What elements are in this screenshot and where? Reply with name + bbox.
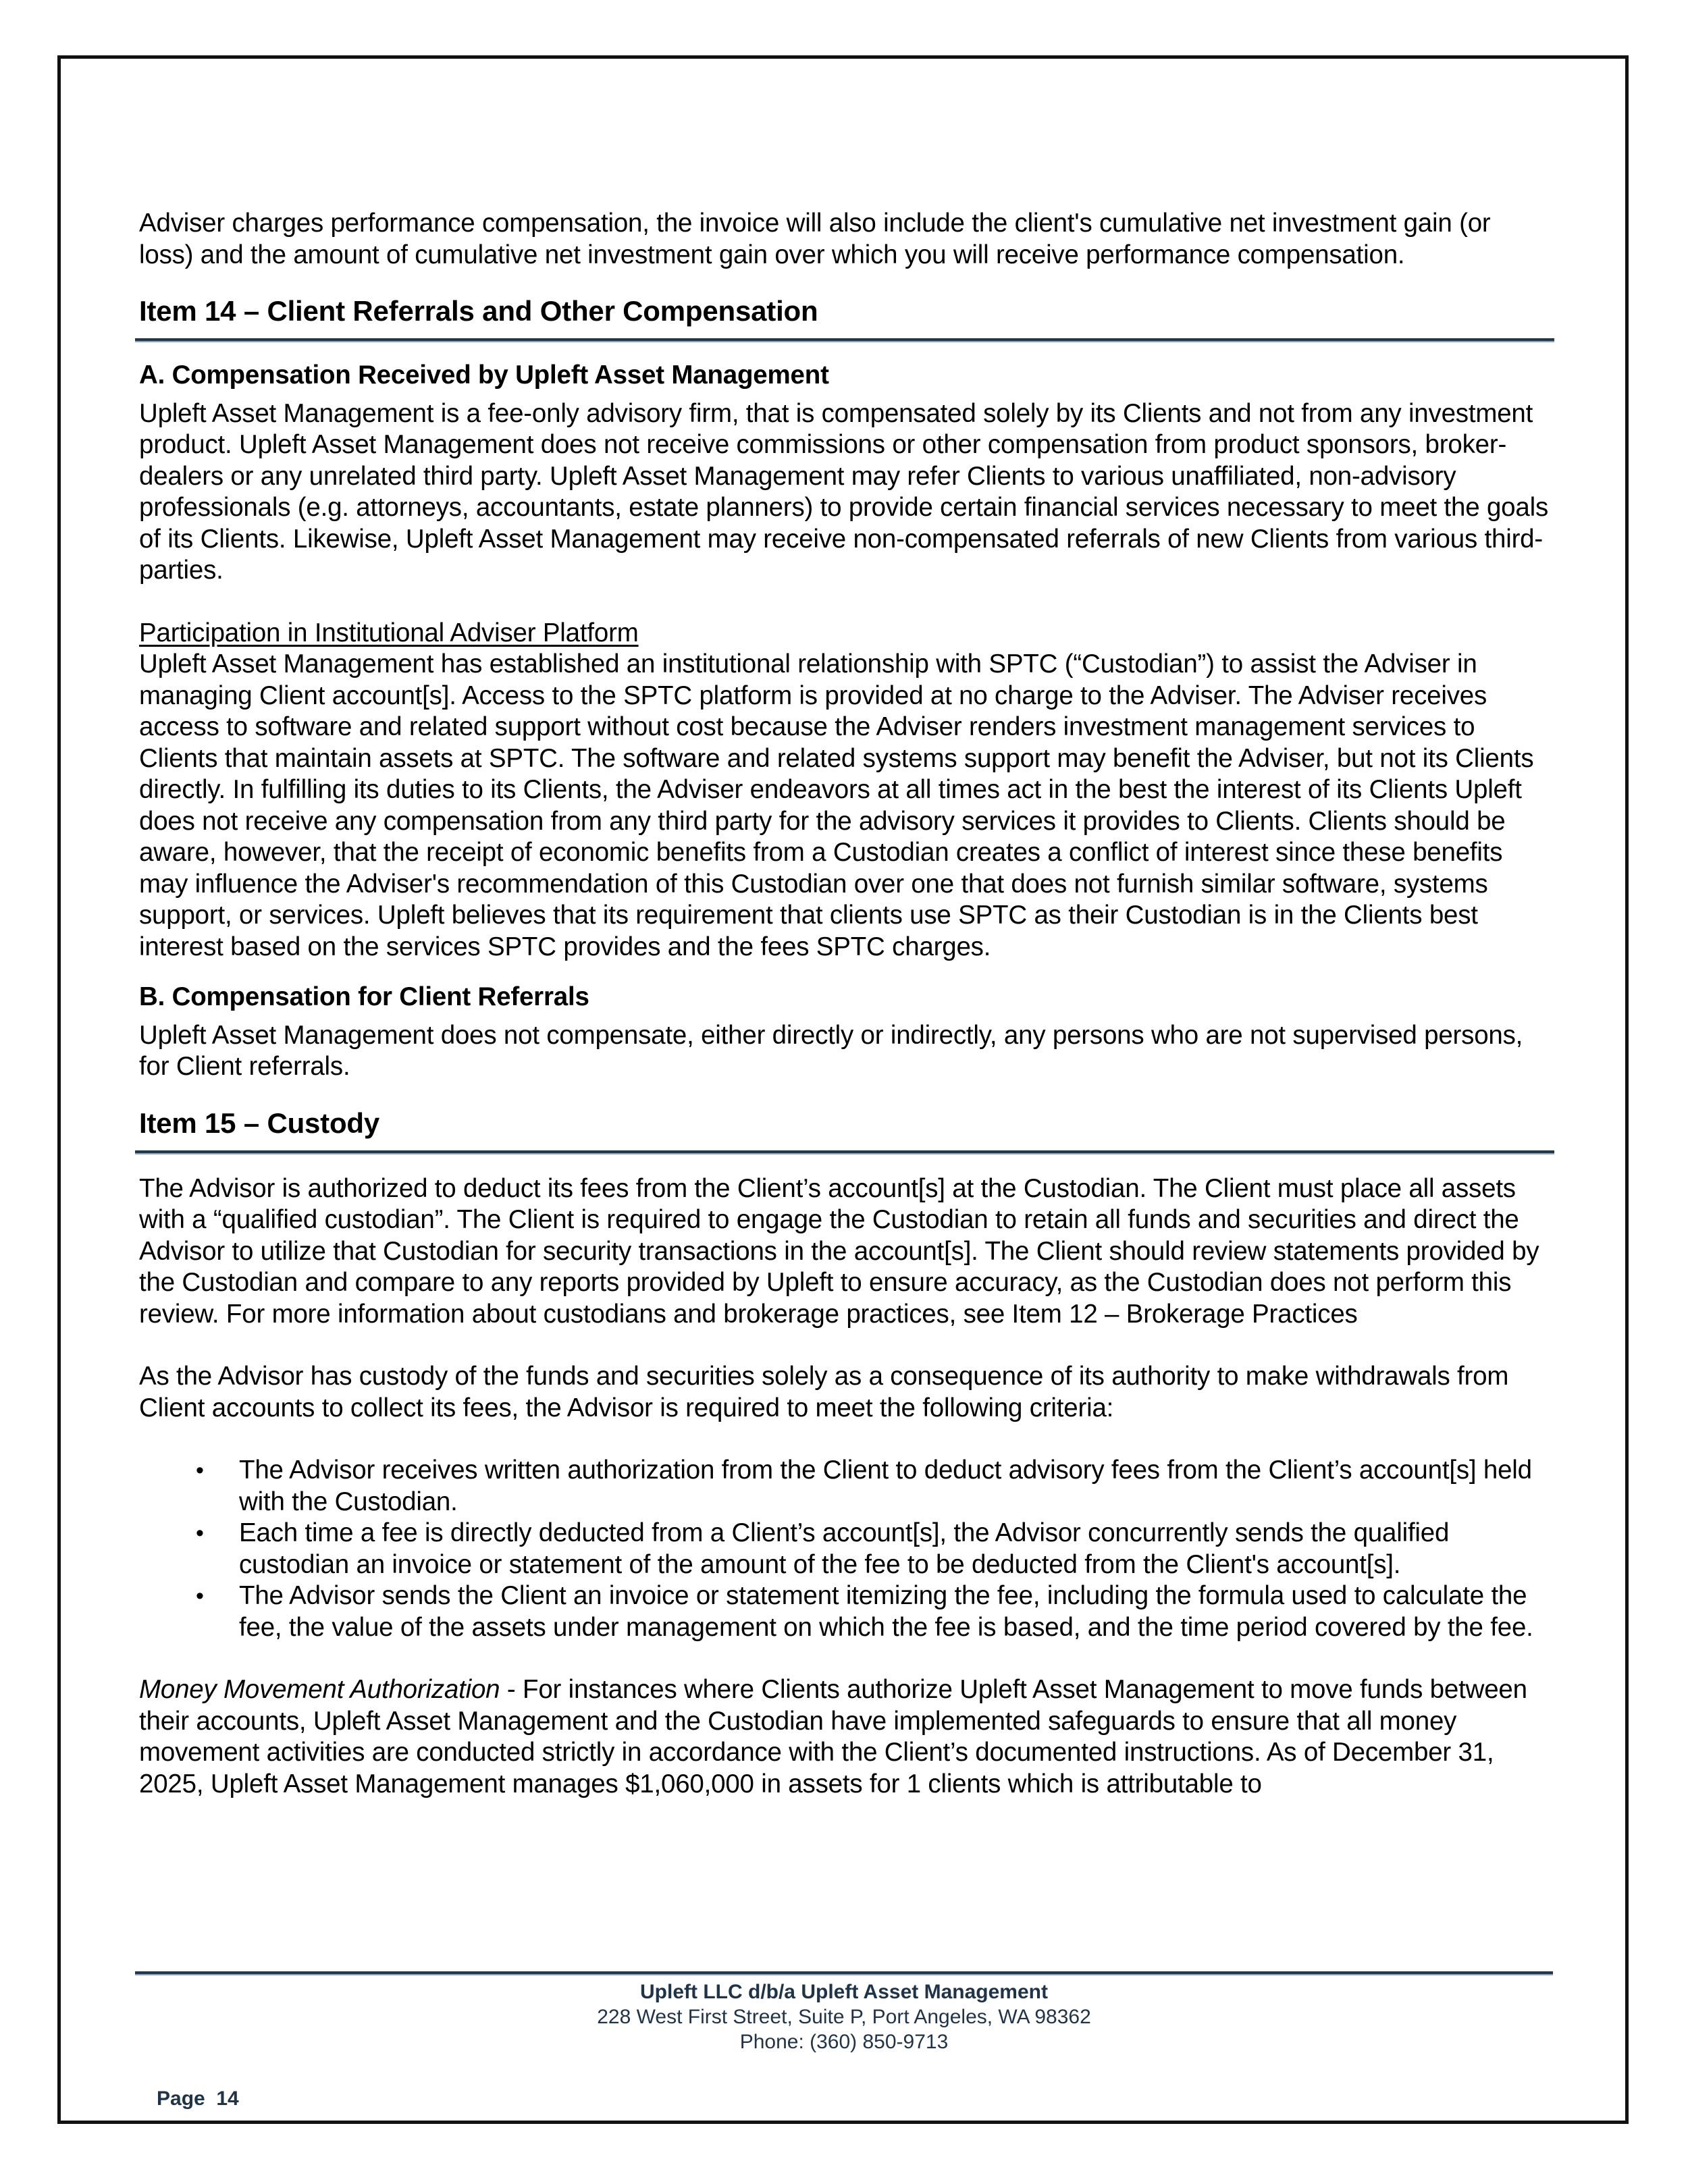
money-movement-label: Money Movement Authorization <box>139 1675 500 1704</box>
money-movement-body: - For instances where Clients authorize Upleft Asset Management to move funds between their accounts, Upleft Asset Management and the Custodian have implemented safeguards to ensure that all money movement activities are conducted strictly in accordance with the Client’s documented instructions. As of December 31, 2025, Upleft Asset Management manages $1,060,000 in assets for 1 clients which is attributable to <box>139 1675 1527 1799</box>
list-item <box>139 1455 1550 1518</box>
footer-divider <box>135 1971 1553 1974</box>
section-b-heading: B. Compensation for Client Referrals <box>139 982 589 1011</box>
criteria-text: The Advisor sends the Client an invoice or statement itemizing the fee, including the formula used to calculate the fee, the value of the assets under management on which the fee is based, and the time period covered by the fee. <box>239 1581 1533 1642</box>
section-a-body: Upleft Asset Management is a fee-only advisory firm, that is compensated solely by its Clients and not from any investment product. Upleft Asset Management does not receive commissions or other compensation from product sponsors, broker-dealers or any unrelated third party. Upleft Asset Management may refer Clients to various unaffiliated, non-advisory professionals (e.g. attorneys, accountants, estate planners) to provide certain financial services necessary to meet the goals of its Clients. Likewise, Upleft Asset Management may receive non-compensated referrals of new Clients from various third-parties. <box>139 398 1548 585</box>
page-footer <box>135 1979 1553 2054</box>
custody-paragraph-1: The Advisor is authorized to deduct its fees from the Client’s account[s] at the Custodian. The Client must place all assets with a “qualified custodian”. The Client is required to engage the Custodian to retain all funds and securities and direct the Advisor to utilize that Custodian for security transactions in the account[s]. The Client should review statements provided by the Custodian and compare to any reports provided by Upleft to ensure accuracy, as the Custodian does not perform this review. For more information about custodians and brokerage practices, see Item 12 – Brokerage Practices <box>139 1173 1539 1329</box>
list-item <box>139 1518 1550 1580</box>
platform-body: Upleft Asset Management has established an institutional relationship with SPTC (“Custodian”) to assist the Adviser in managing Client account[s]. Access to the SPTC platform is provided at no charge to the Adviser. The Adviser receives access to software and related support without cost because the Adviser renders investment management services to Clients that maintain assets at SPTC. The software and related systems support may benefit the Adviser, but not its Clients directly. In fulfilling its duties to its Clients, the Adviser endeavors at all times act in the best the interest of its Clients Upleft does not receive any compensation from any third party for the advisory services it provides to Clients. Clients should be aware, however, that the receipt of economic benefits from a Custodian creates a conflict of interest since these benefits may influence the Adviser's recommendation of this Custodian over one that does not furnish similar software, systems support, or services. Upleft believes that its requirement that clients use SPTC as their Custodian is in the Clients best interest based on the services SPTC provides and the fees SPTC charges. <box>139 649 1534 961</box>
criteria-text: Each time a fee is directly deducted from a Client’s account[s], the Advisor concurrently sends the qualified custodian an invoice or statement of the amount of the fee to be deducted from the Client's account[s]. <box>239 1518 1450 1579</box>
bullet-icon: • <box>196 1520 204 1546</box>
criteria-text: The Advisor receives written authorization from the Client to deduct advisory fees from the Client’s account[s] held with the Custodian. <box>239 1456 1532 1516</box>
spacer <box>139 1330 1550 1361</box>
footer-company: Upleft LLC d/b/a Upleft Asset Management <box>640 1981 1048 2003</box>
intro-continuation: Adviser charges performance compensation, the invoice will also include the client's cumulative net investment gain (or loss) and the amount of cumulative net investment gain over which you will receive performance compensation. <box>139 209 1491 269</box>
platform-title: Participation in Institutional Adviser Platform <box>139 618 639 647</box>
section-a-heading: A. Compensation Received by Upleft Asset Management <box>139 361 829 390</box>
section-b-body: Upleft Asset Management does not compensate, either directly or indirectly, any persons who are not supervised persons, for Client referrals. <box>139 1020 1523 1081</box>
footer-address: 228 West First Street, Suite P, Port Angeles, WA 98362 <box>597 2006 1091 2028</box>
bullet-icon: • <box>196 1458 204 1483</box>
spacer <box>139 1643 1550 1674</box>
page-number: Page 14 <box>157 2087 239 2110</box>
custody-paragraph-2: As the Advisor has custody of the funds and securities solely as a consequence of its authority to make withdrawals from Client accounts to collect its fees, the Advisor is required to meet the following criteria: <box>139 1362 1509 1422</box>
list-item <box>139 1580 1550 1643</box>
bullet-icon: • <box>196 1583 204 1609</box>
money-movement-paragraph <box>139 1674 1550 1800</box>
spacer <box>139 587 1550 618</box>
item-15-heading: Item 15 – Custody <box>135 1106 1554 1153</box>
custody-criteria-list <box>139 1455 1550 1643</box>
footer-phone: Phone: (360) 850-9713 <box>739 2031 949 2053</box>
page-content <box>139 208 1550 1800</box>
item-14-heading: Item 14 – Client Referrals and Other Compensation <box>135 294 1554 341</box>
